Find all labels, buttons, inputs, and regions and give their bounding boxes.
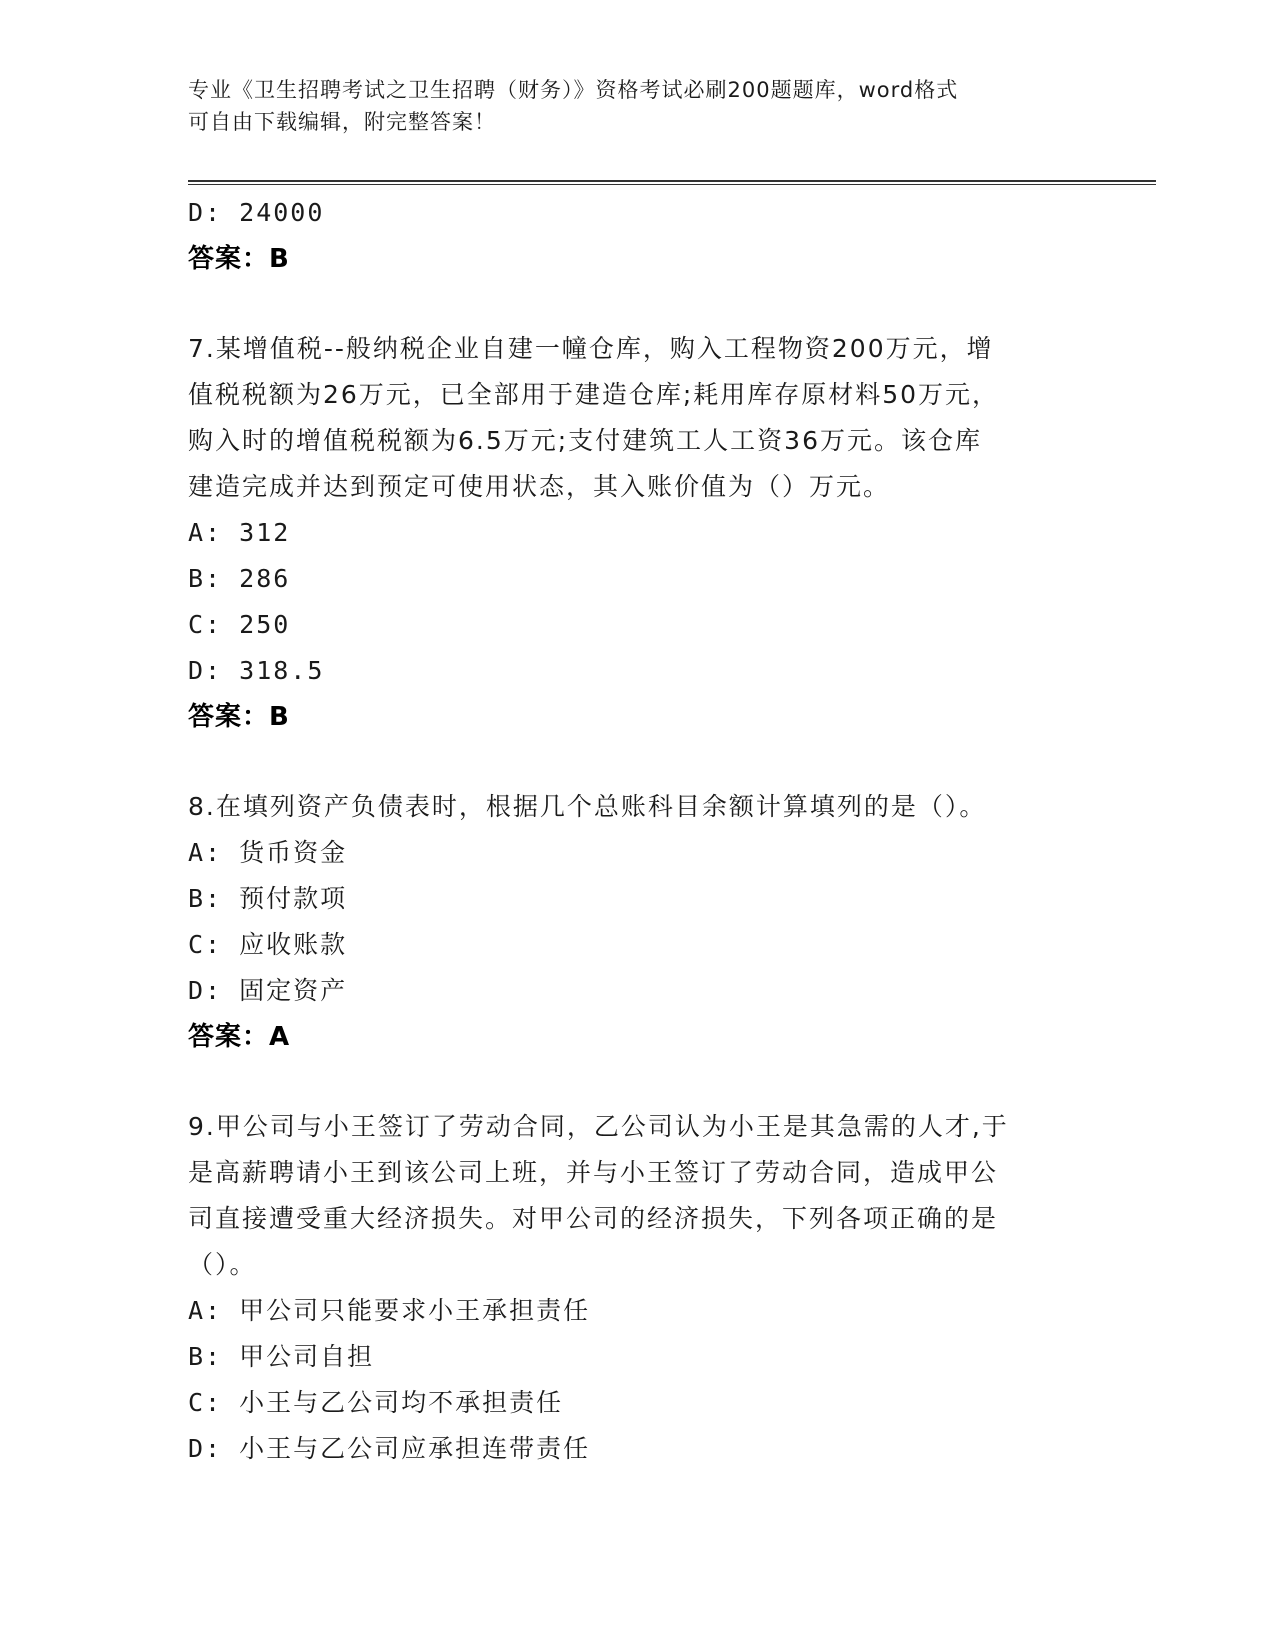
question-text-line: 7.某增值税--般纳税企业自建一幢仓库，购入工程物资200万元，增 [188,334,994,363]
prev-answer: 答案：B [188,244,290,274]
spacer [188,282,1078,326]
option-d: D: 318.5 [188,656,325,685]
question-text-line: 建造完成并达到预定可使用状态，其入账价值为（）万元。 [188,472,891,501]
question-8 [188,784,1078,1060]
question-text [188,326,1068,510]
option-a: A: 货币资金 [188,838,348,867]
option-c: C: 小王与乙公司均不承担责任 [188,1388,564,1417]
header-title-line-1: 专业《卫生招聘考试之卫生招聘（财务）》资格考试必刷200题题库，word格式 [188,78,959,102]
option-b: B: 甲公司自担 [188,1342,375,1371]
document-body [188,190,1078,1472]
option-b: B: 286 [188,564,291,593]
question-text-line: 8.在填列资产负债表时，根据几个总账科目余额计算填列的是（）。 [188,792,987,821]
option-a: A: 甲公司只能要求小王承担责任 [188,1296,591,1325]
option-d: D: 小王与乙公司应承担连带责任 [188,1434,591,1463]
question-text-line: 购入时的增值税税额为6.5万元;支付建筑工人工资36万元。该仓库 [188,426,982,455]
spacer [188,740,1078,784]
header-title-line-2: 可自由下载编辑，附完整答案！ [188,110,496,134]
question-text [188,1104,1068,1288]
option-c: C: 250 [188,610,291,639]
question-9 [188,1104,1078,1472]
question-text-line: 司直接遭受重大经济损失。对甲公司的经济损失，下列各项正确的是 [188,1204,999,1233]
question-text-line: 9.甲公司与小王签订了劳动合同，乙公司认为小王是其急需的人才,于 [188,1112,1009,1141]
option-b: B: 预付款项 [188,884,348,913]
question-7 [188,326,1078,740]
option-d: D: 固定资产 [188,976,348,1005]
header-divider [188,180,1156,185]
answer: 答案：B [188,702,290,732]
page-header [188,74,1068,138]
option-a: A: 312 [188,518,291,547]
question-text-line: 是高薪聘请小王到该公司上班，并与小王签订了劳动合同，造成甲公 [188,1158,999,1187]
prev-option-d: D: 24000 [188,198,325,227]
question-text-line: （）。 [188,1250,257,1279]
spacer [188,1060,1078,1104]
question-text [188,784,1068,830]
answer: 答案：A [188,1022,291,1052]
option-c: C: 应收账款 [188,930,348,959]
question-text-line: 值税税额为26万元，已全部用于建造仓库;耗用库存原材料50万元， [188,380,1000,409]
